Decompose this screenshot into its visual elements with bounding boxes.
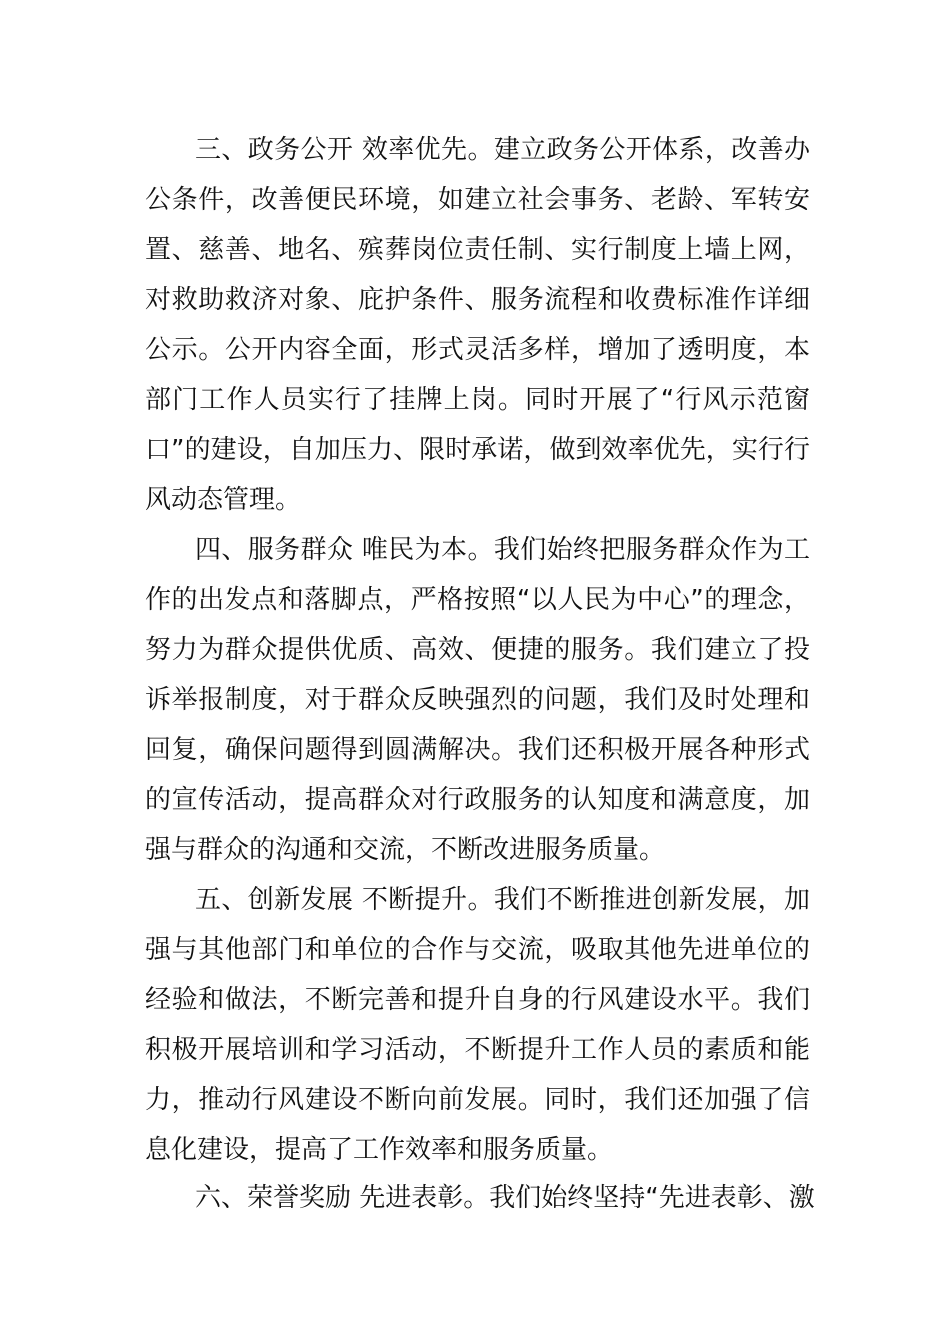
paragraph-3-line-2: 公条件，改善便民环境，如建立社会事务、老龄、军转安: [145, 185, 810, 215]
paragraph-4-line-5: 回复，确保问题得到圆满解决。我们还积极开展各种形式: [145, 735, 810, 765]
paragraph-3-line-1: 三、政务公开 效率优先。建立政务公开体系，改善办: [195, 135, 810, 165]
paragraph-4-line-2: 作的出发点和落脚点，严格按照“以人民为中心”的理念，: [145, 585, 810, 615]
paragraph-3-line-7: 口”的建设，自加压力、限时承诺，做到效率优先，实行行: [145, 435, 810, 465]
paragraph-5-line-5: 力，推动行风建设不断向前发展。同时，我们还加强了信: [145, 1085, 810, 1115]
paragraph-5-line-4: 积极开展培训和学习活动，不断提升工作人员的素质和能: [145, 1035, 810, 1065]
paragraph-4-line-6: 的宣传活动，提高群众对行政服务的认知度和满意度，加: [145, 785, 810, 815]
paragraph-3-line-4: 对救助救济对象、庇护条件、服务流程和收费标准作详细: [145, 285, 810, 315]
paragraph-3-line-6: 部门工作人员实行了挂牌上岗。同时开展了“行风示范窗: [145, 385, 810, 415]
paragraph-6-line-1: 六、荣誉奖励 先进表彰。我们始终坚持“先进表彰、激: [195, 1183, 815, 1213]
paragraph-3-line-5: 公示。公开内容全面，形式灵活多样，增加了透明度，本: [145, 335, 810, 365]
paragraph-4-line-4: 诉举报制度，对于群众反映强烈的问题，我们及时处理和: [145, 685, 810, 715]
paragraph-3-line-8: 风动态管理。: [145, 485, 302, 515]
paragraph-3-line-3: 置、慈善、地名、殡葬岗位责任制、实行制度上墙上网，: [145, 235, 810, 265]
paragraph-4-line-1: 四、服务群众 唯民为本。我们始终把服务群众作为工: [195, 535, 810, 565]
paragraph-4-line-7: 强与群众的沟通和交流，不断改进服务质量。: [145, 835, 666, 865]
paragraph-5-line-2: 强与其他部门和单位的合作与交流，吸取其他先进单位的: [145, 935, 810, 965]
paragraph-5-line-1: 五、创新发展 不断提升。我们不断推进创新发展，加: [195, 885, 810, 915]
paragraph-5-line-3: 经验和做法，不断完善和提升自身的行风建设水平。我们: [145, 985, 810, 1015]
paragraph-5-line-6: 息化建设，提高了工作效率和服务质量。: [145, 1135, 614, 1165]
paragraph-4-line-3: 努力为群众提供优质、高效、便捷的服务。我们建立了投: [145, 635, 810, 665]
